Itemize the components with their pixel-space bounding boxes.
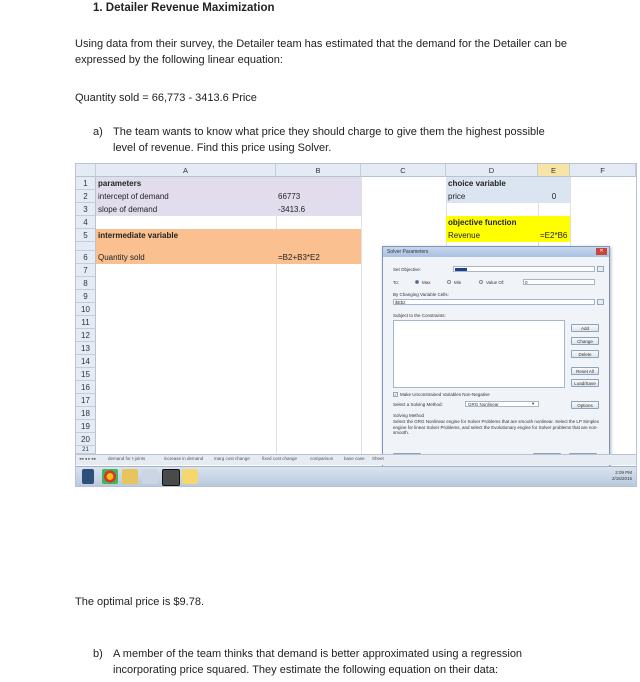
collapse-dialog-icon[interactable] (597, 266, 604, 272)
method-description: Select the GRG Nonlinear engine for Solver Problems that are smooth nonlinear. Select the LP Simplex engine for linear Solver Problems, and select the Evolutionary engine for Solver problems that are non-smooth. (393, 419, 600, 435)
to-label: To: (393, 280, 400, 285)
solver-dialog-title: Solver Parameters (383, 247, 609, 257)
row-header[interactable]: 10 (76, 303, 96, 316)
intro-paragraph: Using data from their survey, the Detailer team has estimated that the demand for the Detailer can be expressed by the following linear equation: (75, 38, 567, 66)
constraints-label: Subject to the Constraints: (393, 313, 446, 318)
system-tray (612, 470, 632, 482)
cell-b3[interactable]: -3413.6 (276, 203, 361, 216)
col-header-e[interactable]: E (538, 164, 570, 177)
row-header[interactable]: 12 (76, 329, 96, 342)
taskbar-app-icon[interactable] (142, 469, 158, 484)
close-icon[interactable]: ✕ (596, 248, 607, 255)
select-all-corner[interactable] (76, 164, 96, 177)
nonneg-label: Make Unconstrained Variables Non-Negative (400, 392, 490, 397)
optimal-price-text: The optimal price is $9.78. (75, 596, 205, 608)
value-of-value: 0 (525, 280, 528, 285)
set-objective-label: Set Objective: (393, 267, 422, 272)
collapse-dialog-icon[interactable] (597, 299, 604, 305)
gridline (361, 177, 362, 454)
radio-value-of[interactable] (479, 280, 483, 284)
sheet-tabs-bar (76, 454, 636, 465)
sheet-tab[interactable]: marg cost change (214, 456, 250, 461)
cell-a1[interactable]: parameters (96, 177, 276, 190)
cell-a5[interactable]: intermediate variable (96, 229, 276, 242)
sheet-tab[interactable]: demand for t-joints (108, 456, 146, 461)
taskbar-app-icon[interactable] (182, 469, 198, 484)
question-b-label: b) (93, 648, 103, 660)
load-save-button[interactable]: Load/Save (571, 379, 599, 387)
sheet-tab[interactable]: comparison (310, 456, 334, 461)
cell-d4[interactable]: objective function (446, 216, 538, 229)
question-a-label: a) (93, 126, 103, 138)
start-icon[interactable] (82, 469, 94, 484)
cell-d5[interactable]: Revenue (446, 229, 538, 242)
question-a-text: The team wants to know what price they should charge to give them the highest possible level of revenue. Find this price using Solver. (113, 126, 545, 154)
row-header[interactable]: 21 (76, 446, 96, 454)
sheet-tab[interactable]: Sheet (372, 456, 384, 461)
row-header[interactable]: 1 (76, 177, 96, 190)
row-header[interactable]: 16 (76, 381, 96, 394)
row-header[interactable]: 7 (76, 264, 96, 277)
tab-nav-arrows[interactable]: ◂◂ ◂ ▸ ▸▸ (79, 456, 97, 461)
delete-button[interactable]: Delete (571, 350, 599, 358)
sheet-tab[interactable]: fixed cost change (262, 456, 298, 461)
row-header[interactable]: 2 (76, 190, 96, 203)
objective-field-selection (455, 268, 467, 271)
cell-e2[interactable]: 0 (538, 190, 570, 203)
row-header[interactable]: 14 (76, 355, 96, 368)
changing-cells-field[interactable] (393, 299, 595, 305)
row-header[interactable]: 11 (76, 316, 96, 329)
row-header[interactable]: 4 (76, 216, 96, 229)
changing-cells-label: By Changing Variable Cells: (393, 292, 449, 297)
clock-date: 2/16/2015 (611, 476, 632, 481)
min-label: Min (454, 280, 462, 285)
cell-b2[interactable]: 66773 (276, 190, 361, 203)
col-header-a[interactable]: A (96, 164, 276, 177)
excel-icon[interactable] (162, 469, 180, 486)
section-heading: 1. Detailer Revenue Maximization (93, 2, 275, 14)
clock-time: 2:09 PM (615, 470, 632, 475)
gridline (276, 177, 277, 454)
nonneg-checkbox[interactable]: ✓ (394, 392, 398, 397)
row-header[interactable]: 17 (76, 394, 96, 407)
cell-a2[interactable]: intercept of demand (96, 190, 276, 203)
cell-d1[interactable]: choice variable (446, 177, 538, 190)
cell-e5[interactable]: =E2*B6 (538, 229, 570, 242)
col-header-d[interactable]: D (446, 164, 538, 177)
col-header-b[interactable]: B (276, 164, 361, 177)
row-header[interactable]: 6 (76, 251, 96, 264)
row-header[interactable]: 19 (76, 420, 96, 433)
reset-all-button[interactable]: Reset All (571, 367, 599, 375)
changing-cells-value: $E$2 (395, 300, 406, 305)
demand-equation: Quantity sold = 66,773 - 3413.6 Price (75, 92, 257, 104)
row-header[interactable]: 20 (76, 433, 96, 446)
col-header-f[interactable]: F (570, 164, 636, 177)
sheet-tab[interactable]: base case (344, 456, 365, 461)
constraints-list[interactable] (393, 320, 565, 388)
row-header[interactable]: 18 (76, 407, 96, 420)
explorer-icon[interactable] (122, 469, 138, 484)
row-header[interactable]: 8 (76, 277, 96, 290)
max-label: Max (422, 280, 431, 285)
cell-b6[interactable]: =B2+B3*E2 (276, 251, 361, 264)
method-heading: Solving Method (393, 413, 425, 418)
row-header[interactable]: 13 (76, 342, 96, 355)
sheet-tab[interactable]: increase in demand (164, 456, 204, 461)
chrome-icon[interactable] (102, 469, 118, 484)
value-of-field[interactable] (523, 279, 595, 285)
cell-d2[interactable]: price (446, 190, 538, 203)
radio-max[interactable] (415, 280, 419, 284)
method-label: Select a Solving Method: (393, 402, 443, 407)
radio-min[interactable] (447, 280, 451, 284)
windows-taskbar (76, 466, 636, 487)
value-of-label: Value Of: (486, 280, 505, 285)
options-button[interactable]: Options (571, 401, 599, 409)
objective-field[interactable] (453, 266, 595, 272)
row-header[interactable]: 5 (76, 229, 96, 242)
excel-screenshot (75, 163, 637, 487)
solver-dialog (382, 246, 610, 468)
cell-a3[interactable]: slope of demand (96, 203, 276, 216)
add-button[interactable]: Add (571, 324, 599, 332)
row-header[interactable]: 3 (76, 203, 96, 216)
method-select[interactable] (465, 401, 539, 407)
cell-a6[interactable]: Quantity sold (96, 251, 276, 264)
question-b-text: A member of the team thinks that demand is better approximated using a regression incorporating price squared. They estimate the following equation on their data: (113, 648, 523, 676)
row-header-spacer (76, 242, 96, 251)
change-button[interactable]: Change (571, 337, 599, 345)
row-header[interactable]: 9 (76, 290, 96, 303)
chevron-down-icon: ▾ (532, 401, 535, 406)
col-header-c[interactable]: C (361, 164, 446, 177)
method-select-value: GRG Nonlinear (468, 402, 499, 407)
row-header[interactable]: 15 (76, 368, 96, 381)
